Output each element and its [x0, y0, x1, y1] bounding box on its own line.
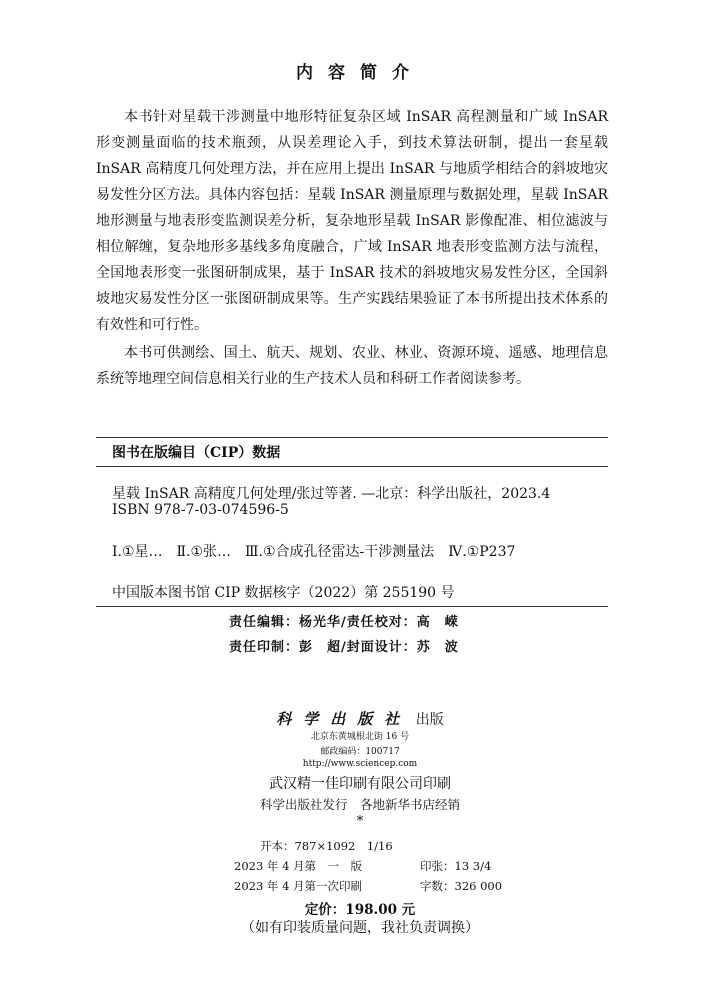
credits-editors: 责任编辑：杨光华/责任校对：高 嵘: [229, 615, 459, 630]
summary-paragraph-1: 本书针对星载干涉测量中地形特征复杂区域 InSAR 高程测量和广域 InSAR 形变测量面临的技术瓶颈，从误差理论入手，到技术算法研制，提出一套星载 InSAR 高精度几何处理方法，并在应用上提出 InSAR 与地质学相结合的斜坡地灾易发性分区方法。具体内容包括：星载 InSAR 测量原理与数据处理，星载 InSAR 地形测量与地表形变监测误差分析，复杂地形星载 InSAR 影像配准、相位滤波与相位解缠，复杂地形多基线多角度融合，广域 InSAR 地表形变监测方法与流程，全国地表形变一张图研制成果，基于 InSAR 技术的斜坡地灾易发性分区，全国斜坡地灾易发性分区一张图研制成果等。生产实践结果验证了本书所提出技术体系的有效性和可行性。: [96, 109, 608, 333]
edition-date: 2023 年 4 月第 一 版: [234, 859, 363, 873]
cip-classification: Ⅰ.①星… Ⅱ.①张… Ⅲ.①合成孔径雷达-干涉测量法 Ⅳ.①P237: [112, 544, 516, 560]
summary-paragraph-2: 本书可供测绘、国土、航天、规划、农业、林业、资源环境、遥感、地理信息系统等地理空间信息相关行业的生产技术人员和科研工作者阅读参考。: [96, 345, 608, 387]
printer-name: 武汉精一佳印刷有限公司印刷: [269, 776, 451, 792]
separator-star: *: [356, 814, 364, 829]
publisher-website: http://www.sciencep.com: [302, 759, 418, 769]
word-count: 字数：326 000: [420, 879, 503, 893]
cip-verification: 中国版本图书馆 CIP 数据核字（2022）第 255190 号: [112, 585, 455, 601]
credits-production: 责任印制：彭 超/封面设计：苏 波: [229, 640, 459, 655]
format-spec: 开本：787×1092 1/16: [260, 839, 393, 853]
publisher-name: [0, 708, 720, 729]
publisher-suffix: 出版: [411, 712, 444, 728]
summary-title: 内容简介: [296, 63, 424, 83]
print-date: 2023 年 4 月第一次印刷: [234, 879, 363, 893]
publisher-brand: 科学出版社: [276, 710, 412, 728]
publisher-postcode: 邮政编码：100717: [320, 747, 400, 757]
cip-record: 星载 InSAR 高精度几何处理/张过等著. —北京：科学出版社，2023.4: [112, 486, 551, 502]
distribution-line: 科学出版社发行 各地新华书店经销: [259, 797, 460, 812]
price: 定价：198.00 元: [304, 902, 416, 918]
publisher-address: 北京东黄城根北街 16 号: [310, 732, 410, 742]
cip-heading-rule: [96, 466, 608, 467]
quality-notice: （如有印装质量问题，我社负责调换）: [241, 920, 479, 936]
cip-top-rule: [96, 437, 608, 438]
cip-heading: 图书在版编目（CIP）数据: [112, 445, 281, 461]
cip-bottom-rule: [96, 606, 608, 607]
printed-sheets: 印张：13 3/4: [420, 859, 492, 873]
cip-isbn: ISBN 978-7-03-074596-5: [112, 502, 289, 518]
